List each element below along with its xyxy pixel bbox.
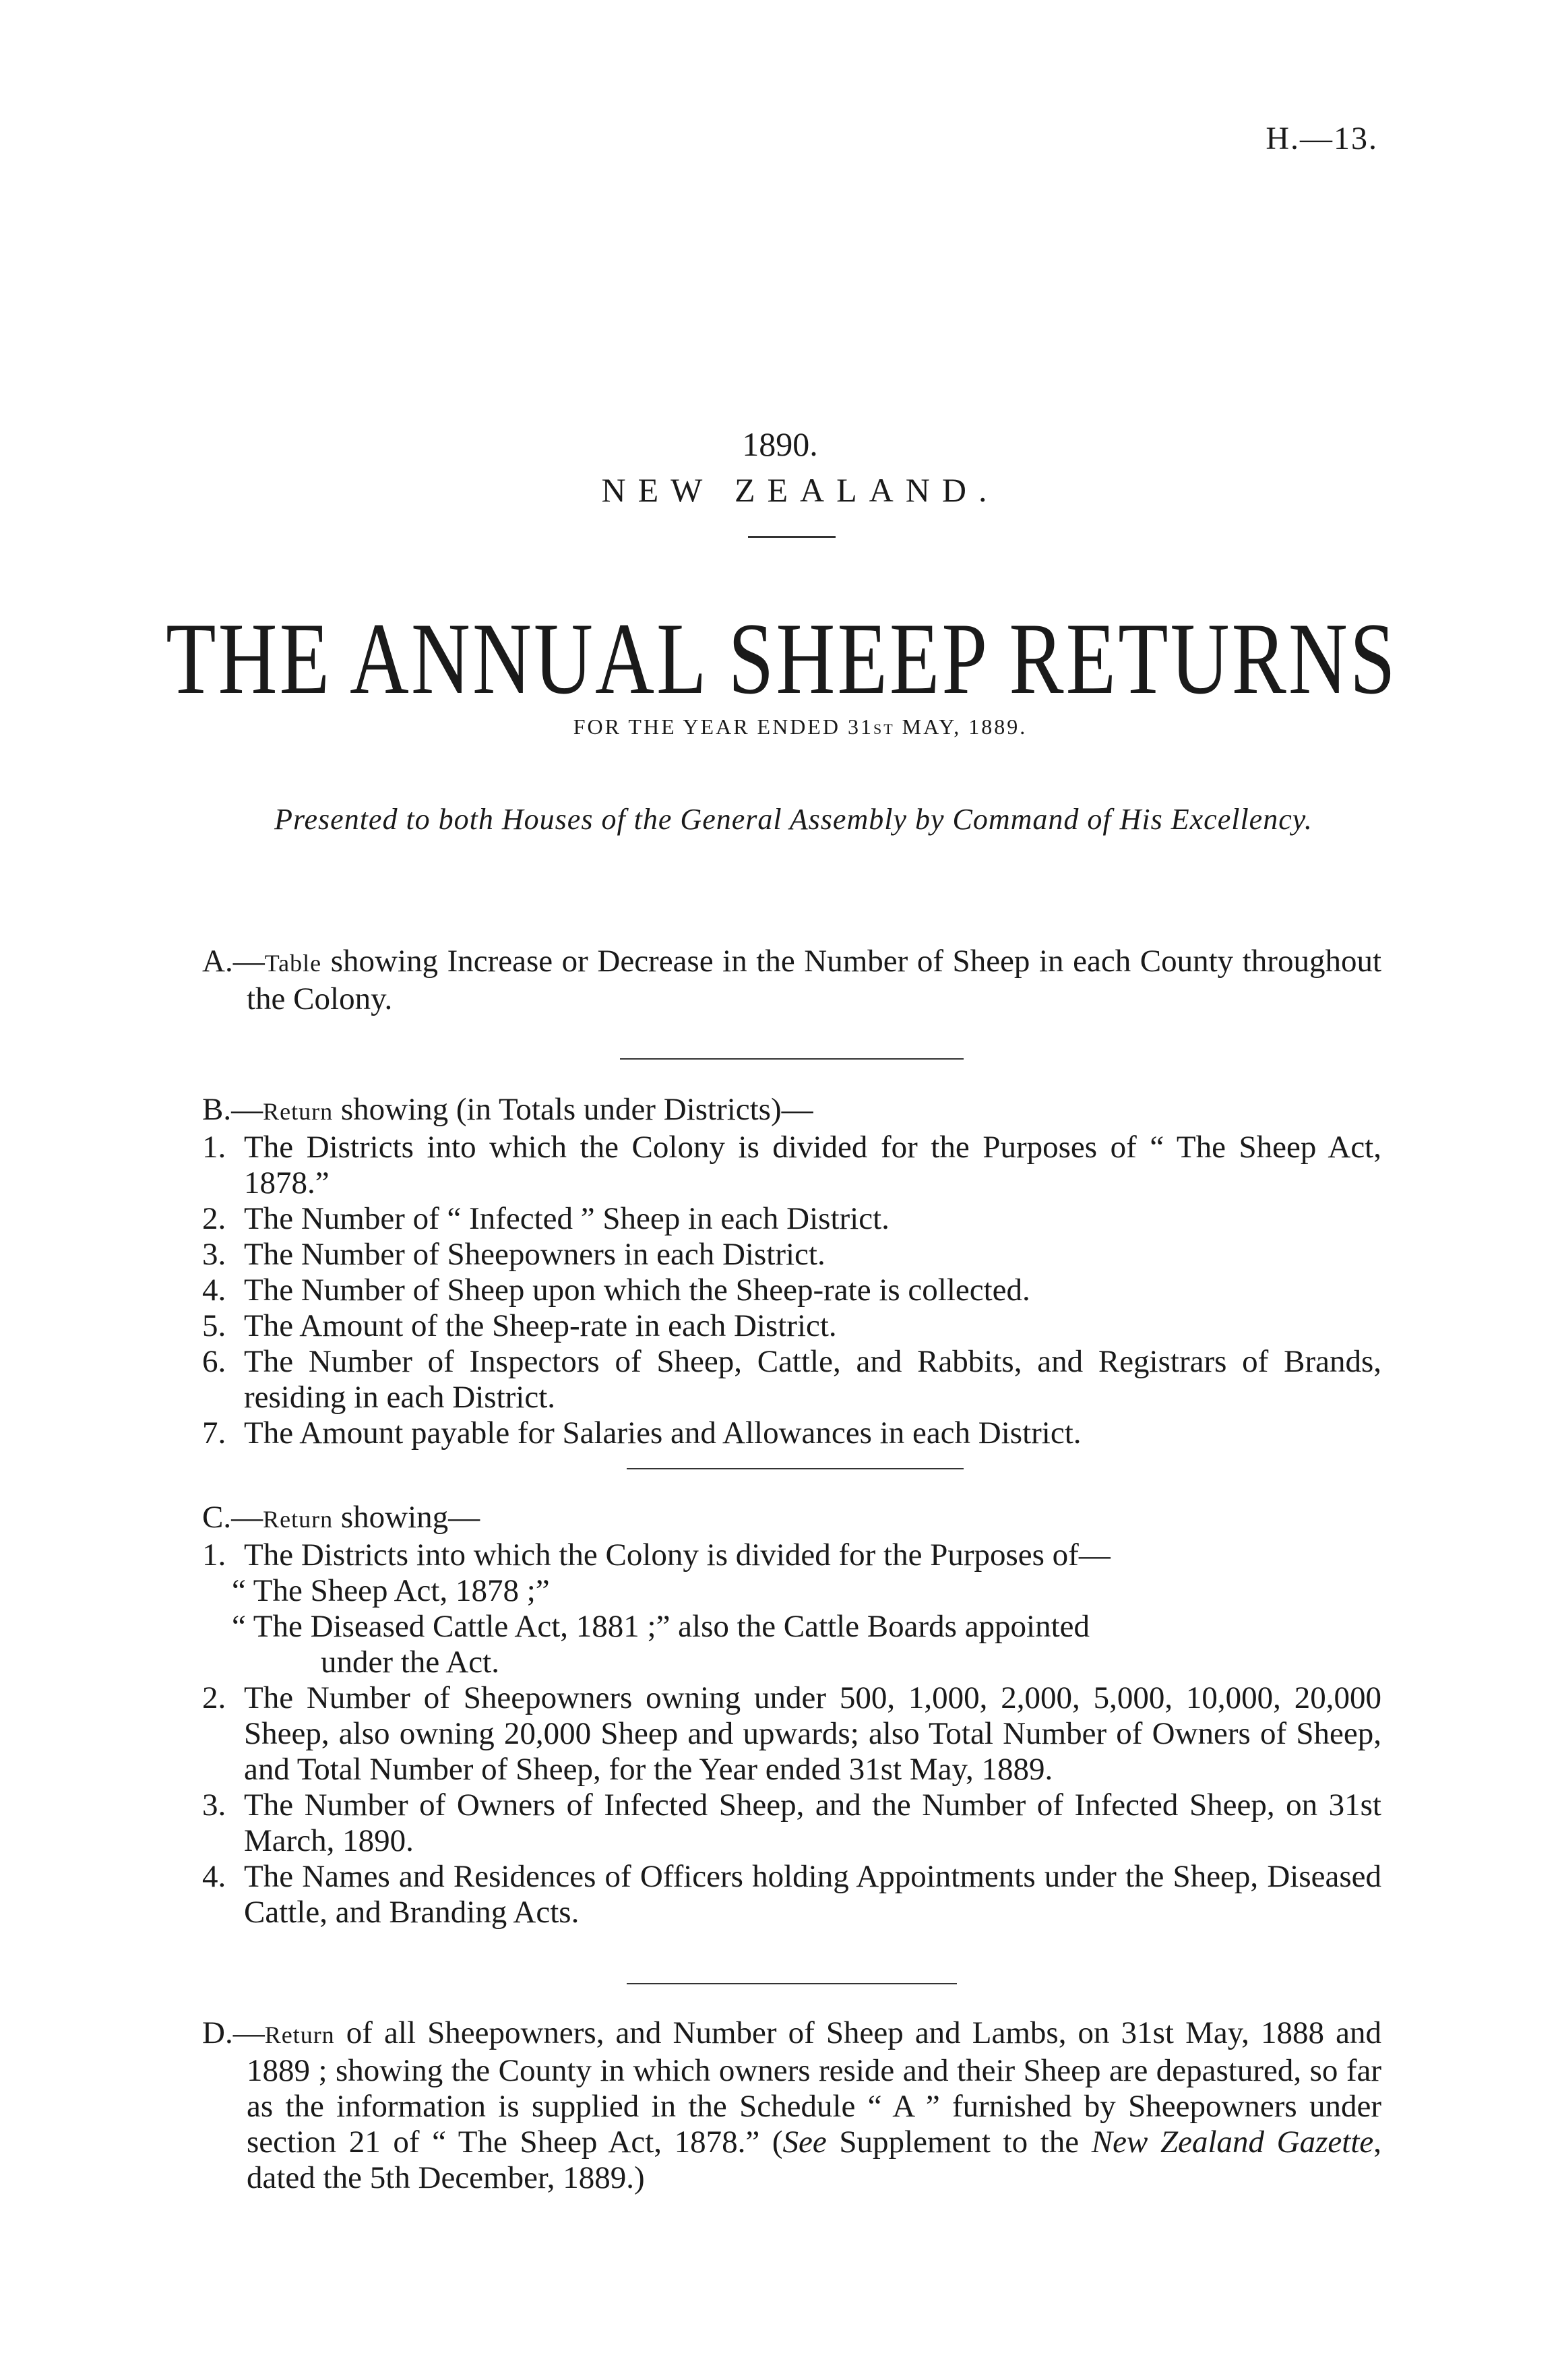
subtitle-sup: ST xyxy=(873,721,895,737)
sub-item: “ The Sheep Act, 1878 ;” xyxy=(232,1573,550,1608)
divider xyxy=(627,1468,964,1469)
list-item: 4. The Names and Residences of Officers holding Appointments under the Sheep, Diseased Cattle, and Branding Acts. xyxy=(202,1859,1381,1930)
section-c-text: showing— xyxy=(333,1500,480,1535)
document-year: 1890. xyxy=(742,425,818,463)
divider xyxy=(620,1058,964,1060)
section-d-heading: D.—Return of all Sheepowners, and Number of Sheep and Lambs, on 31st May, 1888 and 1889 ; showing the County in which owners reside and their Sheep are depastured, so far as the information is supplied in the Schedule “ A ” furnished by Sheepowners under section 21 of “ The Sheep Act, 1878.” (See Supplement to the New Zealand Gazette, dated the 5th December, 1889.) xyxy=(202,2015,1381,2195)
section-b-label: Return xyxy=(263,1098,334,1125)
list-item: 3. The Number of Sheepowners in each District. xyxy=(202,1237,825,1272)
list-item: 1. The Districts into which the Colony is divided for the Purposes of “ The Sheep Act, 1878.” xyxy=(202,1130,1381,1200)
presented-line: Presented to both Houses of the General Assembly by Command of His Excellency. xyxy=(274,803,1313,836)
subtitle-pre: FOR THE YEAR ENDED 31 xyxy=(573,714,873,739)
sub-item: “ The Diseased Cattle Act, 1881 ;” also the Cattle Boards appointed xyxy=(232,1609,1090,1644)
divider xyxy=(627,1983,957,1984)
page-title: THE ANNUAL SHEEP RETURNS xyxy=(166,602,1398,715)
section-d-label: Return xyxy=(264,2021,335,2048)
section-a-text: showing Increase or Decrease in the Number of Sheep in each County throughout the Colony. xyxy=(247,944,1381,1016)
list-item: 4. The Number of Sheep upon which the Sheep-rate is collected. xyxy=(202,1273,1030,1308)
section-c-label: Return xyxy=(263,1506,334,1533)
subtitle xyxy=(0,714,1560,739)
list-item: 7. The Amount payable for Salaries and Allowances in each District. xyxy=(202,1415,1082,1451)
list-item: 2. The Number of “ Infected ” Sheep in each District. xyxy=(202,1201,890,1236)
list-item: 6. The Number of Inspectors of Sheep, Cattle, and Rabbits, and Registrars of Brands, residing in each District. xyxy=(202,1344,1381,1415)
list-item: 1. The Districts into which the Colony is divided for the Purposes of— xyxy=(202,1537,1111,1573)
section-b xyxy=(202,1092,1381,1451)
subtitle-post: MAY, 1889. xyxy=(894,714,1028,739)
sub-item-continued: under the Act. xyxy=(321,1645,499,1680)
country-heading: NEW ZEALAND. xyxy=(601,471,999,509)
section-b-prefix: B.— xyxy=(202,1092,263,1127)
page-reference: H.—13. xyxy=(1266,121,1378,156)
divider xyxy=(748,536,836,538)
list-item: 5. The Amount of the Sheep-rate in each District. xyxy=(202,1308,837,1343)
section-b-heading xyxy=(202,1092,1381,1130)
section-a-heading xyxy=(202,944,1381,1017)
section-d-prefix: D.— xyxy=(202,2015,265,2050)
section-a xyxy=(202,944,1381,1017)
section-d xyxy=(202,2015,1381,2196)
list-item: 3. The Number of Owners of Infected Sheep, and the Number of Infected Sheep, on 31st March, 1890. xyxy=(202,1788,1381,1858)
section-a-label: Table xyxy=(264,950,322,977)
list-item: 2. The Number of Sheepowners owning under 500, 1,000, 2,000, 5,000, 10,000, 20,000 Sheep, also owning 20,000 Sheep and upwards; also Total Number of Owners of Sheep, and Total Number of Sheep, for the Year ended 31st May, 1889. xyxy=(202,1680,1381,1787)
section-c-heading xyxy=(202,1500,1381,1537)
section-b-text: showing (in Totals under Districts)— xyxy=(333,1092,813,1127)
section-a-prefix: A.— xyxy=(202,944,265,979)
section-c xyxy=(202,1500,1381,1930)
gazette-title: New Zealand Gazette xyxy=(1091,2125,1374,2160)
section-c-prefix: C.— xyxy=(202,1500,263,1535)
